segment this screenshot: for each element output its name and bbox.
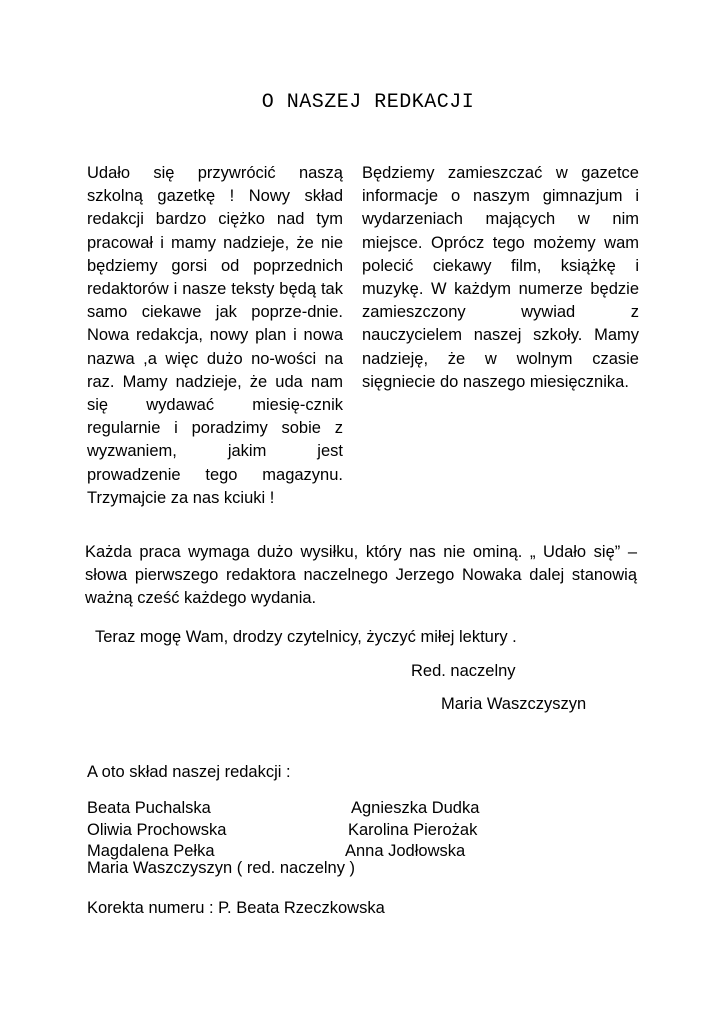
staff-intro: A oto skład naszej redakcji : [87,763,291,781]
article-column-right: Będziemy zamieszczać w gazetce informacje o naszym gimnazjum i wydarzeniach mających w nim miejsce. Oprócz tego możemy wam polecić ciekawy film, książkę i muzykę. W każdym numerze będzie zamieszczony wywiad z nauczycielem naszej szkoły. Mamy nadzieję, że w wolnym czasie sięgniecie do naszego miesięcznika. [362,164,639,391]
staff-member: Agnieszka Dudka [351,799,480,817]
article-column-left: Udało się przywrócić naszą szkolną gazetkę ! Nowy skład redakcji bardzo ciężko nad tym pracował i mamy nadzieje, że nie będziemy gorsi od poprzednich redaktorów i nasze teksty będą tak samo ciekawe jak poprze-dnie. Nowa redakcja, nowy plan i nowa nazwa ,a więc dużo no-wości na raz. Mamy nadzieje, że uda nam się wydawać miesię-cznik regularnie i poradzimy sobie z wyzwaniem, jakim jest prowadzenie tego magazynu. Trzymajcie za nas kciuki ! [87,164,343,507]
proofreading-credit: Korekta numeru : P. Beata Rzeczkowska [87,899,385,917]
staff-editor-in-chief: Maria Waszczyszyn ( red. naczelny ) [87,859,356,877]
staff-member: Magdalena Pełka [87,842,215,860]
closing-wish: Teraz mogę Wam, drodzy czytelnicy, życzyć miłej lektury . [95,628,517,646]
staff-member: Karolina Pierożak [348,820,478,839]
staff-member: Anna Jodłowska [345,842,466,860]
staff-list-right [345,798,479,863]
staff-member: Oliwia Prochowska [87,820,227,839]
signature-name: Maria Waszczyszyn [441,695,587,713]
page-title: O NASZEJ REDKACJI [261,91,475,114]
editorial-paragraph: Każda praca wymaga dużo wysiłku, który nas nie ominą. „ Udało się” – słowa pierwszego redaktora naczelnego Jerzego Nowaka dalej stanowią ważną cześć każdego wydania. [85,543,637,608]
staff-list-left [87,798,226,863]
signature-role: Red. naczelny [411,662,516,680]
staff-member: Beata Puchalska [87,799,211,817]
